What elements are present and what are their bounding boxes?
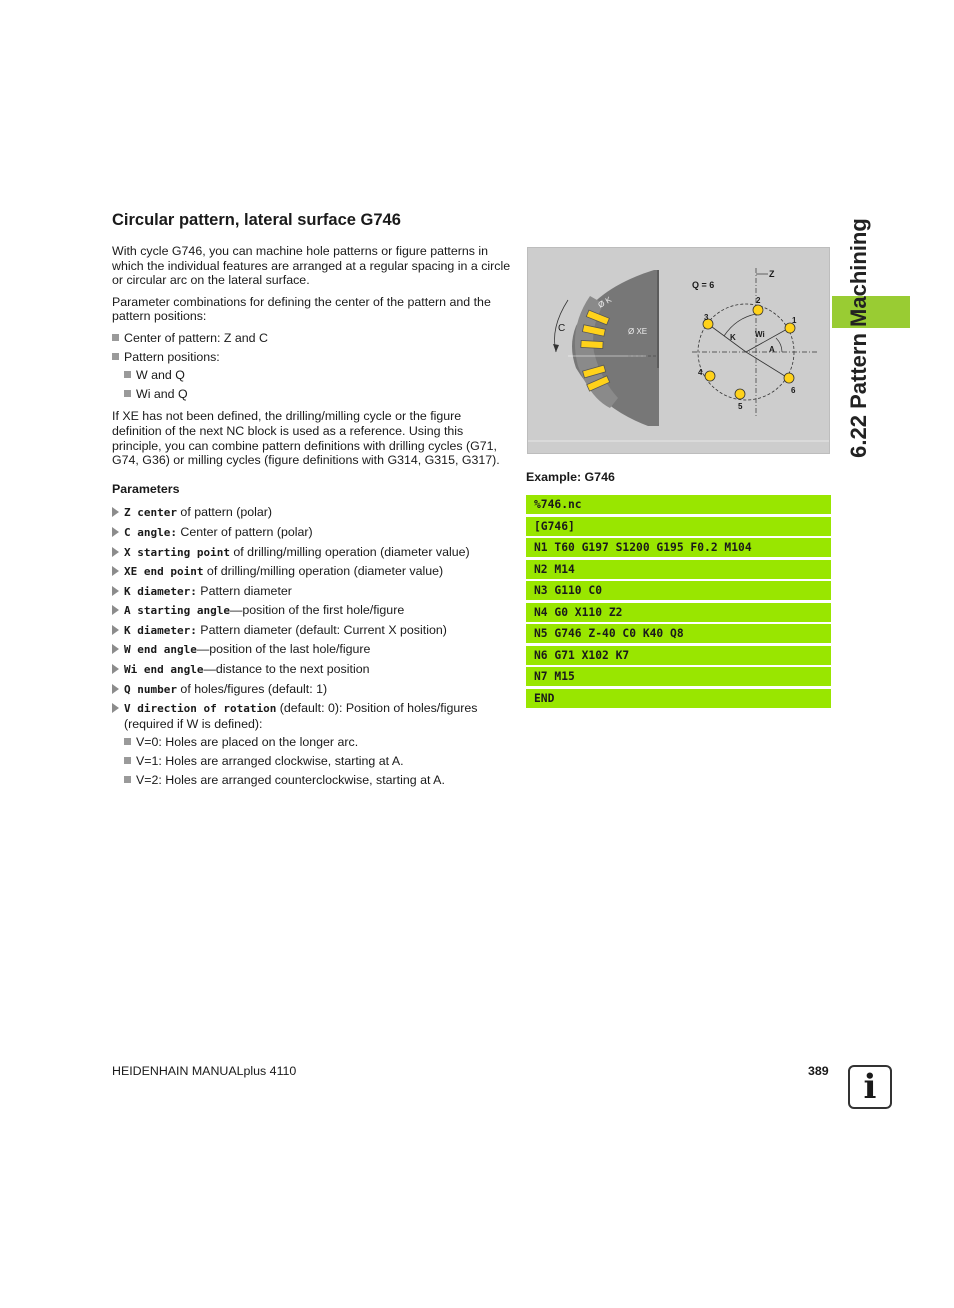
code-line: [G746] xyxy=(526,517,831,536)
param-item xyxy=(112,662,512,678)
triangle-arrow-icon xyxy=(112,507,119,517)
param-item xyxy=(112,603,512,619)
param-code: X starting point xyxy=(124,545,230,559)
code-line: N5 G746 Z-40 C0 K40 Q8 xyxy=(526,624,831,643)
code-line: N2 M14 xyxy=(526,560,831,579)
info-icon-glyph: i xyxy=(863,1067,877,1107)
v-option: V=0: Holes are placed on the longer arc. xyxy=(124,735,512,750)
bullet-positions: Pattern positions: xyxy=(112,350,512,365)
param-desc: Center of pattern (polar) xyxy=(176,524,313,539)
footer-manual-name: HEIDENHAIN MANUALplus 4110 xyxy=(112,1064,297,1078)
code-line: N4 G0 X110 Z2 xyxy=(526,603,831,622)
param-item xyxy=(112,642,512,658)
chapter-title xyxy=(838,214,880,462)
param-desc: Pattern diameter xyxy=(196,583,292,598)
code-line: N7 M15 xyxy=(526,667,831,686)
param-desc: Pattern diameter (default: Current X position) xyxy=(196,622,447,637)
param-code: W end angle xyxy=(124,643,197,657)
param-code: Z center xyxy=(124,506,177,520)
chapter-title-text: 6.22 Pattern Machining xyxy=(846,218,871,458)
v-option: V=2: Holes are arranged counterclockwise, starting at A. xyxy=(124,773,512,788)
param-item xyxy=(112,545,512,561)
param-code: K diameter: xyxy=(124,623,197,637)
param-item xyxy=(112,505,512,521)
param-code: Q number xyxy=(124,682,177,696)
section-title: Circular pattern, lateral surface G746 xyxy=(112,211,401,229)
pattern-illustration xyxy=(527,247,830,454)
triangle-arrow-icon xyxy=(112,605,119,615)
label-c: C xyxy=(558,323,566,334)
param-item xyxy=(112,564,512,580)
param-code: K diameter: xyxy=(124,584,197,598)
param-item xyxy=(112,584,512,600)
bullet-center: Center of pattern: Z and C xyxy=(112,331,512,346)
triangle-arrow-icon xyxy=(112,566,119,576)
param-item xyxy=(112,623,512,639)
label-hole-3: 3 xyxy=(704,313,709,322)
code-line: N3 G110 C0 xyxy=(526,581,831,600)
param-code: Wi end angle xyxy=(124,663,204,677)
label-a: A xyxy=(769,345,775,354)
triangle-arrow-icon xyxy=(112,664,119,674)
bullet-w-q: W and Q xyxy=(124,368,512,383)
code-line: %746.nc xyxy=(526,495,831,514)
code-line: N6 G71 X102 K7 xyxy=(526,646,831,665)
param-desc: (default: 0): Position of holes/figures (required if W is defined): xyxy=(124,701,478,731)
param-combos-paragraph: Parameter combinations for defining the center of the pattern and the pattern positions: xyxy=(112,294,491,324)
param-desc: of holes/figures (default: 1) xyxy=(176,681,328,696)
param-desc: —position of the first hole/figure xyxy=(229,603,405,618)
label-k: K xyxy=(730,333,736,342)
code-line: END xyxy=(526,689,831,708)
intro-paragraph: With cycle G746, you can machine hole patterns or figure patterns in which the individual features are arranged at a regular spacing in a circle or circular arc on the lateral surface. xyxy=(112,244,511,288)
param-desc: —position of the last hole/figure xyxy=(196,642,371,657)
label-hole-2: 2 xyxy=(756,296,761,305)
example-title: Example: G746 xyxy=(526,470,615,484)
pattern-diagram xyxy=(528,248,829,453)
param-code: XE end point xyxy=(124,565,204,579)
body-text xyxy=(112,244,512,791)
param-desc: of drilling/milling operation (diameter value) xyxy=(229,544,470,559)
triangle-arrow-icon xyxy=(112,703,119,713)
label-hole-1: 1 xyxy=(792,316,797,325)
param-desc: of drilling/milling operation (diameter value) xyxy=(203,564,444,579)
param-item xyxy=(112,525,512,541)
param-item xyxy=(112,682,512,698)
label-hole-5: 5 xyxy=(738,402,743,411)
param-code: C angle: xyxy=(124,525,177,539)
nc-program xyxy=(526,495,831,710)
triangle-arrow-icon xyxy=(112,527,119,537)
triangle-arrow-icon xyxy=(112,684,119,694)
page-number: 389 xyxy=(808,1064,829,1078)
xe-note-paragraph: If XE has not been defined, the drilling/milling cycle or the figure definition of the next NC block is used as a reference. Using this principle, you can combine pattern definitions with drilling cycles (G71, G74, G36) or milling cycles (figure definitions with G314, G315, G317). xyxy=(112,409,500,468)
triangle-arrow-icon xyxy=(112,586,119,596)
code-line: N1 T60 G197 S1200 G195 F0.2 M104 xyxy=(526,538,831,557)
label-hole-4: 4 xyxy=(698,368,703,377)
label-wi: Wi xyxy=(755,330,765,339)
parameters-heading: Parameters xyxy=(112,481,180,496)
param-item xyxy=(112,701,512,731)
v-option: V=1: Holes are arranged clockwise, starting at A. xyxy=(124,754,512,769)
triangle-arrow-icon xyxy=(112,547,119,557)
label-hole-6: 6 xyxy=(791,386,796,395)
label-q: Q = 6 xyxy=(692,280,715,290)
info-icon xyxy=(848,1065,892,1109)
param-desc: of pattern (polar) xyxy=(176,505,273,520)
triangle-arrow-icon xyxy=(112,625,119,635)
param-code: A starting angle xyxy=(124,604,230,618)
label-diam-k: Ø K xyxy=(596,295,613,310)
label-diam-xe: Ø XE xyxy=(628,327,648,336)
bullet-wi-q: Wi and Q xyxy=(124,387,512,402)
param-desc: —distance to the next position xyxy=(203,662,370,677)
label-z: Z xyxy=(769,269,775,279)
triangle-arrow-icon xyxy=(112,644,119,654)
param-code: V direction of rotation xyxy=(124,702,277,716)
